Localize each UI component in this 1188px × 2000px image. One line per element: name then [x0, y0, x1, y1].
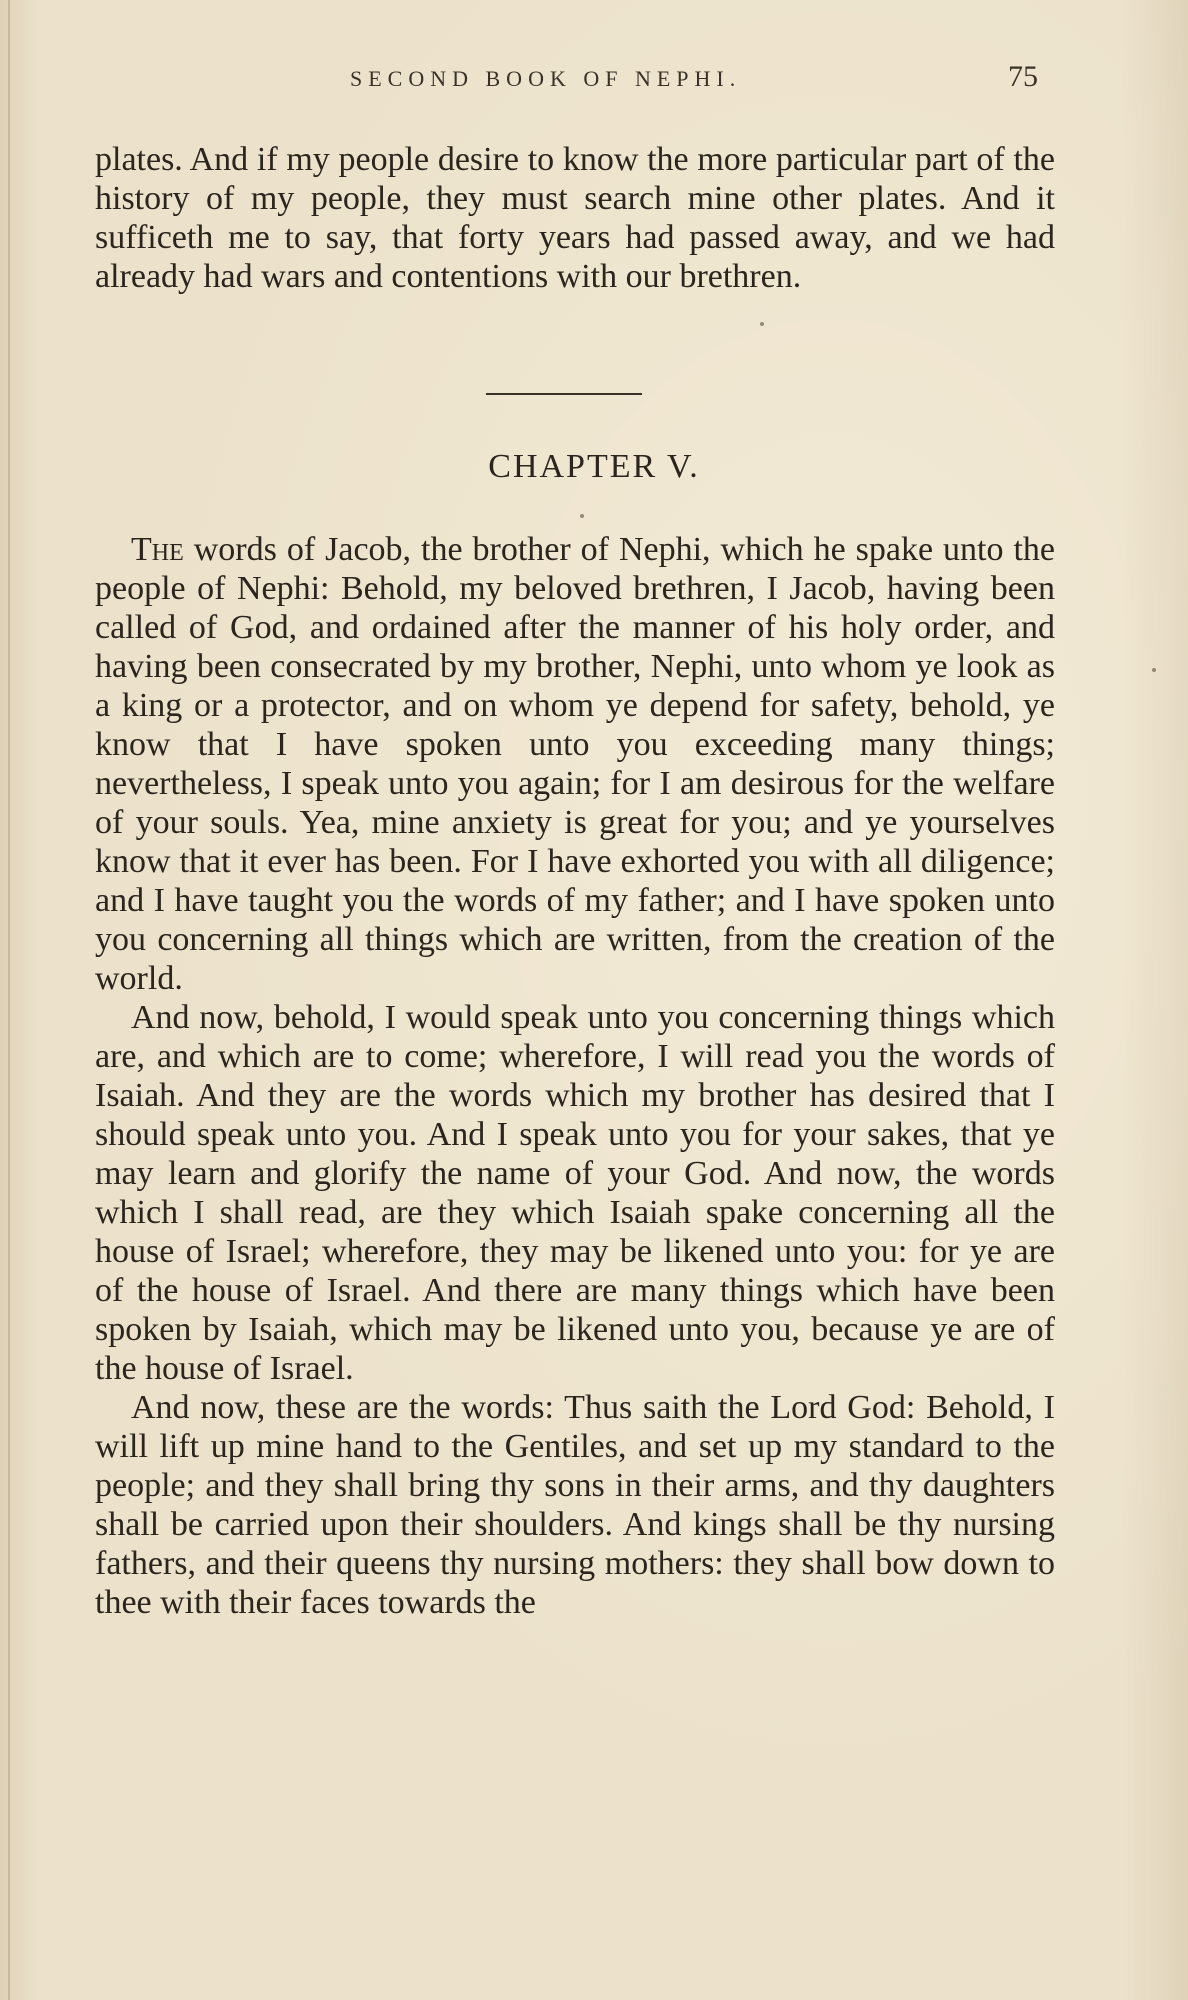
chapter-paragraph-2: And now, behold, I would speak unto you concerning things which are, and which are to come; wherefore, I will read you the words of Isaiah. And they are the words which my brother has desired that I should speak unto you. And I speak unto you for your sakes, that ye may learn and glorify the name of your God. And now, the words which I shall read, are they which Isaiah spake concerning all the house of Israel; wherefore, they may be likened unto you: for ye are of the house of Israel. And there are many things which have been spoken by Isaiah, which may be likened unto you, because ye are of the house of Israel.	[95, 999, 1055, 1387]
paper-speck	[760, 322, 764, 326]
chapter-paragraph-1	[95, 530, 1055, 998]
paper-speck	[580, 514, 584, 518]
chapter-first-word: The	[131, 531, 184, 568]
chapter-paragraph-1-text: words of Jacob, the brother of Nephi, which he spake unto the people of Nephi: Behold, my beloved brethren, I Jacob, having been called of God, and ordained after the manner of his holy order, and having been consecrated by my brother, Nephi, unto whom ye look as a king or a protector, and on whom ye depend for safety, behold, ye know that I have spoken unto you exceeding many things; nevertheless, I speak unto you again; for I am desirous for the welfare of your souls. Yea, mine anxiety is great for you; and ye yourselves know that it ever has been. For I have exhorted you with all diligence; and I have taught you the words of my father; and I have spoken unto you concerning all things which are written, from the creation of the world.	[95, 531, 1056, 997]
running-title: SECOND BOOK OF NEPHI.	[350, 66, 742, 91]
chapter-body	[95, 530, 1055, 1622]
chapter-heading: CHAPTER V.	[488, 448, 700, 485]
intro-paragraph: plates. And if my people desire to know the more particular part of the history of my people, they must search mine other plates. And it sufficeth me to say, that forty years had passed away, and we had already had wars and contentions with our brethren.	[95, 141, 1055, 295]
paper-speck	[1152, 668, 1156, 672]
chapter-paragraph-3: And now, these are the words: Thus saith the Lord God: Behold, I will lift up mine hand to the Gentiles, and set up my standard to the people; and they shall bring thy sons in their arms, and thy daughters shall be carried upon their shoulders. And kings shall be thy nursing fathers, and their queens thy nursing mothers: they shall bow down to thee with their faces towards the	[95, 1389, 1055, 1621]
section-divider	[486, 393, 642, 395]
running-head	[0, 60, 1188, 106]
page-number: 75	[1008, 60, 1038, 93]
intro-paragraph-block	[95, 140, 1055, 296]
gutter-shadow	[8, 0, 10, 2000]
